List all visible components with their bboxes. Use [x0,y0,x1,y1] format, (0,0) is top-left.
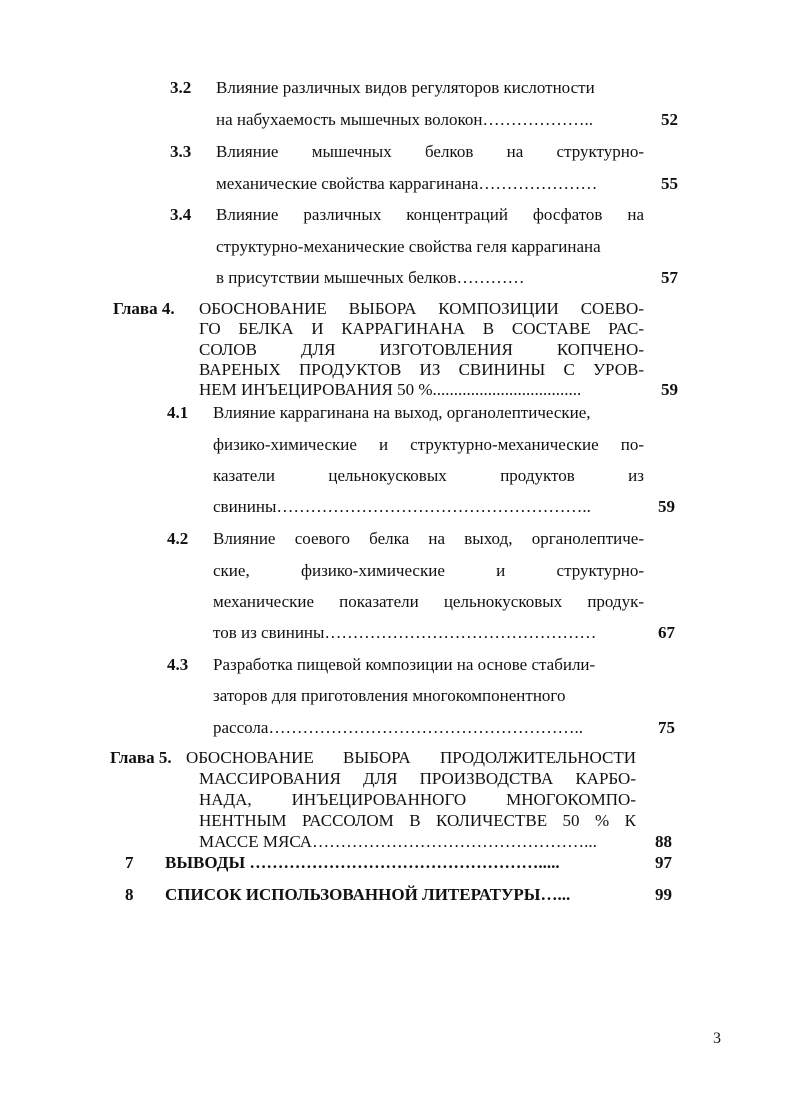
section-number: 4.3 [167,655,189,674]
chapter-label: Глава 4. [113,299,175,318]
chapter-title: СОЛОВ ДЛЯ ИЗГОТОВЛЕНИЯ КОПЧЕНО- [199,340,644,359]
toc-entry-text: Разработка пищевой композиции на основе стабили- [213,655,596,674]
toc-page-number: 57 [661,268,678,287]
toc-page-number: 59 [658,497,675,516]
toc-page-number: 67 [658,623,675,642]
toc-entry-text: свинины……………………………………………….. [213,497,591,516]
toc-entry-text: ские, физико-химические и структурно- [213,561,644,580]
toc-entry-text: в присутствии мышечных белков………… [216,268,525,287]
section-number: 3.2 [170,78,192,97]
toc-entry-text: механические показатели цельнокусковых продук- [213,592,644,611]
chapter-title: НЕНТНЫМ РАССОЛОМ В КОЛИЧЕСТВЕ 50 % К [199,811,636,830]
toc-page-number: 52 [661,110,678,129]
toc-entry-text: заторов для приготовления многокомпонентного [213,686,566,705]
chapter-title: ОБОСНОВАНИЕ ВЫБОРА КОМПОЗИЦИИ СОЕВО- [199,299,644,318]
toc-entry-text: ВЫВОДЫ ……………………………………………..... [165,853,560,872]
toc-page-number: 99 [655,885,672,904]
toc-entry-text: Влияние соевого белка на выход, органолептиче- [213,529,644,548]
chapter-title: НЕМ ИНЪЕЦИРОВАНИЯ 50 %................................... [199,380,582,399]
chapter-title: МАССЕ МЯСА…………………………………………... [199,832,597,851]
toc-page-number: 59 [661,380,678,399]
toc-entry-text: механические свойства каррагинана………………… [216,174,598,193]
toc-entry-text: Влияние каррагинана на выход, органолептические, [213,403,591,422]
chapter-label: Глава 5. [110,748,172,767]
toc-entry-text: на набухаемость мышечных волокон……………….. [216,110,593,129]
chapter-title: ГО БЕЛКА И КАРРАГИНАНА В СОСТАВЕ РАС- [199,319,644,338]
chapter-title: НАДА, ИНЪЕЦИРОВАННОГО МНОГОКОМПО- [199,790,636,809]
toc-entry-text: структурно-механические свойства геля каррагинана [216,237,601,256]
toc-entry-text: физико-химические и структурно-механические по- [213,435,644,454]
toc-entry-text: рассола……………………………………………….. [213,718,583,737]
chapter-title: МАССИРОВАНИЯ ДЛЯ ПРОИЗВОДСТВА КАРБО- [199,769,636,788]
toc-page-number: 88 [655,832,672,851]
toc-page-number: 55 [661,174,678,193]
toc-entry-text: Влияние различных видов регуляторов кислотности [216,78,595,97]
section-number: 3.3 [170,142,192,161]
page-number: 3 [713,1030,721,1047]
toc-page-number: 97 [655,853,672,872]
section-number: 7 [125,853,134,872]
chapter-title: ОБОСНОВАНИЕ ВЫБОРА ПРОДОЛЖИТЕЛЬНОСТИ [186,748,636,767]
toc-entry-text: тов из свинины………………………………………… [213,623,597,642]
toc-entry-text: казатели цельнокусковых продуктов из [213,466,644,485]
toc-entry-text: Влияние различных концентраций фосфатов на [216,205,644,224]
toc-entry-text: СПИСОК ИСПОЛЬЗОВАННОЙ ЛИТЕРАТУРЫ…... [165,885,571,904]
section-number: 4.2 [167,529,189,548]
chapter-title: ВАРЕНЫХ ПРОДУКТОВ ИЗ СВИНИНЫ С УРОВ- [199,360,644,379]
toc-entry-text: Влияние мышечных белков на структурно- [216,142,644,161]
section-number: 4.1 [167,403,189,422]
section-number: 8 [125,885,134,904]
toc-page-number: 75 [658,718,675,737]
section-number: 3.4 [170,205,192,224]
